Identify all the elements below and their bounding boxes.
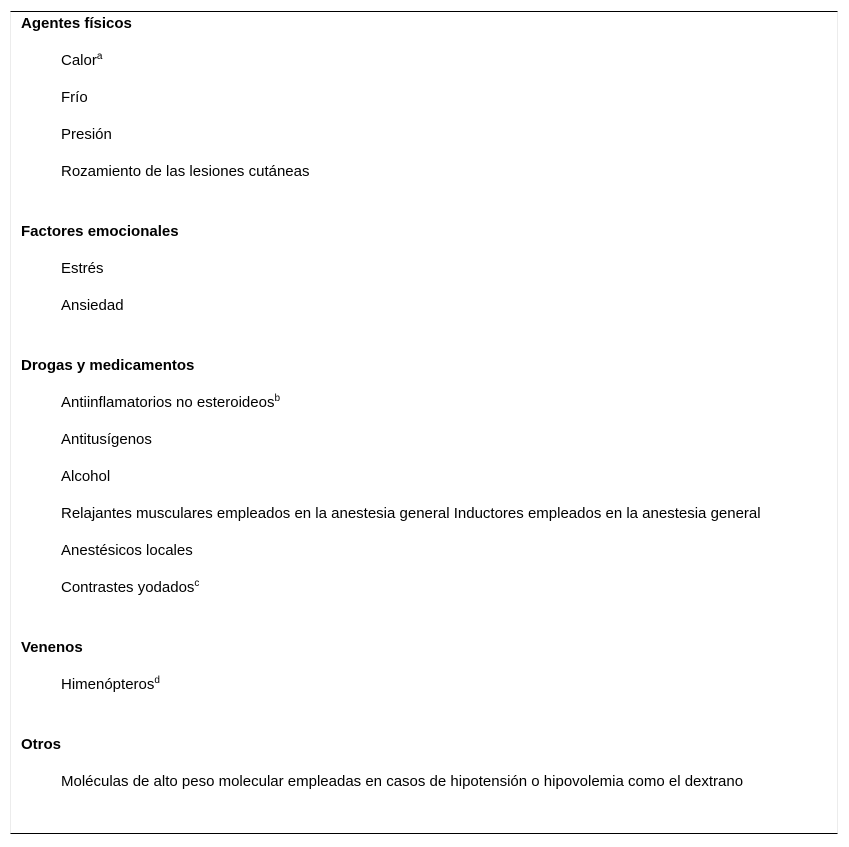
category-heading: Otros [21, 736, 62, 753]
list-item [61, 579, 199, 597]
list-item [61, 163, 309, 181]
item-text: Antitusígenos [61, 431, 152, 448]
item-text: Calor [61, 52, 97, 69]
item-text: Anestésicos locales [61, 542, 193, 559]
footnote-mark: d [154, 675, 160, 686]
item-text: Antiinflamatorios no esteroideos [61, 394, 275, 411]
list-item [61, 431, 152, 449]
footnote-mark: a [96, 51, 103, 62]
category-heading: Venenos [21, 639, 83, 656]
item-text: Himenópteros [61, 676, 155, 693]
causes-table [10, 11, 838, 834]
list-item [61, 89, 88, 107]
list-item [61, 542, 193, 560]
list-item [61, 126, 112, 144]
item-text: Moléculas de alto peso molecular empleadas en casos de hipotensión o hipovolemia como el dextrano [61, 773, 744, 790]
category-heading: Drogas y medicamentos [21, 357, 195, 374]
list-item [61, 260, 104, 278]
category-heading: Factores emocionales [21, 223, 179, 240]
list-item [61, 773, 743, 791]
item-text: Ansiedad [61, 297, 124, 314]
item-text: Relajantes musculares empleados en la anestesia general Inductores empleados en la anestesia general [61, 505, 761, 522]
item-text: Frío [61, 89, 88, 106]
category-heading: Agentes físicos [21, 15, 132, 32]
footnote-mark: c [194, 578, 200, 589]
list-item [61, 468, 110, 486]
item-text: Presión [61, 126, 112, 143]
list-item [61, 297, 124, 315]
list-item [61, 394, 280, 412]
item-text: Contrastes yodados [61, 579, 195, 596]
item-text: Estrés [61, 260, 104, 277]
item-text: Alcohol [61, 468, 111, 485]
list-item [61, 52, 102, 70]
item-text: Rozamiento de las lesiones cutáneas [61, 163, 310, 180]
list-item [61, 676, 160, 694]
list-item [61, 505, 761, 523]
footnote-mark: b [274, 393, 281, 404]
